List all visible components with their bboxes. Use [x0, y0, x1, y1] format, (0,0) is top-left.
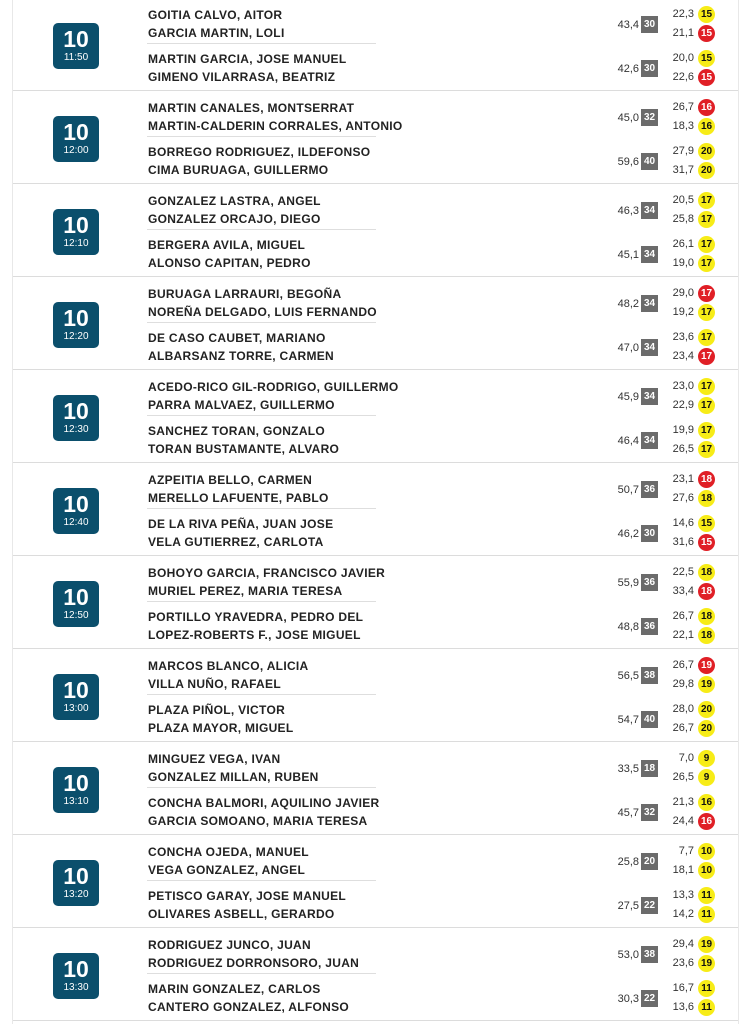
pair-strokes-box: 36	[641, 574, 658, 591]
player-name[interactable]: PORTILLO YRAVEDRA, PEDRO DEL	[148, 610, 364, 624]
player-handicap: 23,6	[672, 331, 694, 343]
pair-total-handicap: 27,5	[617, 900, 639, 912]
player-name[interactable]: GIMENO VILARRASA, BEATRIZ	[148, 70, 336, 84]
pair-strokes-box: 32	[641, 804, 658, 821]
player-name[interactable]: SANCHEZ TORAN, GONZALO	[148, 424, 326, 438]
right-border	[738, 0, 739, 1024]
player-handicap: 27,6	[672, 492, 694, 504]
player-handicap: 31,7	[672, 164, 694, 176]
player-handicap: 25,8	[672, 213, 694, 225]
player-handicap: 22,5	[672, 566, 694, 578]
player-handicap: 14,2	[672, 908, 694, 920]
tee-time: 12:30	[63, 424, 89, 435]
tee-time-group[interactable]	[13, 0, 738, 91]
player-handicap: 23,4	[672, 350, 694, 362]
player-handicap: 14,6	[672, 517, 694, 529]
playing-handicap-chip: 18	[698, 490, 715, 507]
player-name[interactable]: MARTIN CANALES, MONTSERRAT	[148, 101, 355, 115]
playing-handicap-chip: 9	[698, 769, 715, 786]
player-handicap: 22,9	[672, 399, 694, 411]
playing-handicap-chip: 15	[698, 25, 715, 42]
tee-time: 12:40	[63, 517, 89, 528]
pair-total-handicap: 54,7	[617, 714, 639, 726]
playing-handicap-chip: 18	[698, 608, 715, 625]
pair-row	[148, 651, 738, 695]
player-handicap: 21,1	[672, 27, 694, 39]
player-name[interactable]: MARTIN-CALDERIN CORRALES, ANTONIO	[148, 119, 403, 133]
tee-time: 11:50	[63, 52, 89, 63]
player-name[interactable]: MARTIN GARCIA, JOSE MANUEL	[148, 52, 347, 66]
hole-number: 10	[63, 398, 89, 424]
pair-row	[148, 465, 738, 509]
playing-handicap-chip: 16	[698, 813, 715, 830]
playing-handicap-chip: 11	[698, 887, 715, 904]
tee-time-group[interactable]	[13, 556, 738, 649]
pair-row	[148, 930, 738, 974]
pair-strokes-box: 40	[641, 711, 658, 728]
player-handicap: 13,6	[672, 1001, 694, 1013]
hole-time-badge	[53, 209, 99, 255]
pair-strokes-box: 38	[641, 946, 658, 963]
player-name[interactable]: ACEDO-RICO GIL-RODRIGO, GUILLERMO	[148, 380, 399, 394]
hole-number: 10	[63, 491, 89, 517]
hole-number: 10	[63, 305, 89, 331]
player-name[interactable]: AZPEITIA BELLO, CARMEN	[148, 473, 313, 487]
player-name[interactable]: RODRIGUEZ DORRONSORO, JUAN	[148, 956, 360, 970]
playing-handicap-chip: 20	[698, 143, 715, 160]
tee-time-group[interactable]	[13, 463, 738, 556]
player-name[interactable]: VILLA NUÑO, RAFAEL	[148, 677, 281, 691]
playing-handicap-chip: 19	[698, 657, 715, 674]
pair-strokes-box: 36	[641, 481, 658, 498]
playing-handicap-chip: 17	[698, 192, 715, 209]
player-handicap: 31,6	[672, 536, 694, 548]
tee-time-group[interactable]	[13, 742, 738, 835]
player-name[interactable]: GARCIA MARTIN, LOLI	[148, 26, 285, 40]
player-name[interactable]: DE CASO CAUBET, MARIANO	[148, 331, 326, 345]
pair-strokes-box: 20	[641, 853, 658, 870]
player-handicap: 23,0	[672, 380, 694, 392]
tee-time: 12:00	[63, 145, 89, 156]
player-name[interactable]: GARCIA SOMOANO, MARIA TERESA	[148, 814, 368, 828]
pair-total-handicap: 48,2	[617, 298, 639, 310]
player-name[interactable]: GOITIA CALVO, AITOR	[148, 8, 283, 22]
hole-number: 10	[63, 26, 89, 52]
player-handicap: 26,7	[672, 101, 694, 113]
tee-time: 13:20	[63, 889, 89, 900]
hole-number: 10	[63, 119, 89, 145]
pair-strokes-box: 30	[641, 525, 658, 542]
player-handicap: 21,3	[672, 796, 694, 808]
pair-total-handicap: 25,8	[617, 856, 639, 868]
hole-number: 10	[63, 212, 89, 238]
pair-total-handicap: 45,0	[617, 112, 639, 124]
pair-strokes-box: 40	[641, 153, 658, 170]
tee-time: 12:50	[63, 610, 89, 621]
player-name[interactable]: NOREÑA DELGADO, LUIS FERNANDO	[148, 305, 377, 319]
pair-strokes-box: 34	[641, 388, 658, 405]
pair-strokes-box: 22	[641, 990, 658, 1007]
player-name[interactable]: PLAZA PIÑOL, VICTOR	[148, 703, 286, 717]
playing-handicap-chip: 10	[698, 862, 715, 879]
playing-handicap-chip: 19	[698, 955, 715, 972]
playing-handicap-chip: 17	[698, 236, 715, 253]
playing-handicap-chip: 18	[698, 627, 715, 644]
player-handicap: 29,8	[672, 678, 694, 690]
playing-handicap-chip: 16	[698, 99, 715, 116]
player-name[interactable]: CONCHA OJEDA, MANUEL	[148, 845, 309, 859]
pair-row	[148, 416, 738, 460]
hole-time-badge	[53, 581, 99, 627]
player-name[interactable]: VELA GUTIERREZ, CARLOTA	[148, 535, 324, 549]
pair-total-handicap: 46,3	[617, 205, 639, 217]
player-name[interactable]: GONZALEZ ORCAJO, DIEGO	[148, 212, 321, 226]
pair-strokes-box: 34	[641, 339, 658, 356]
playing-handicap-chip: 18	[698, 583, 715, 600]
hole-time-badge	[53, 674, 99, 720]
hole-number: 10	[63, 584, 89, 610]
pair-row	[148, 186, 738, 230]
pair-strokes-box: 18	[641, 760, 658, 777]
playing-handicap-chip: 18	[698, 471, 715, 488]
playing-handicap-chip: 17	[698, 255, 715, 272]
player-handicap: 19,0	[672, 257, 694, 269]
player-name[interactable]: CONCHA BALMORI, AQUILINO JAVIER	[148, 796, 380, 810]
pair-total-handicap: 45,1	[617, 249, 639, 261]
pair-row	[148, 137, 738, 181]
player-name[interactable]: VEGA GONZALEZ, ANGEL	[148, 863, 306, 877]
pair-total-handicap: 53,0	[617, 949, 639, 961]
playing-handicap-chip: 15	[698, 515, 715, 532]
pair-strokes-box: 22	[641, 897, 658, 914]
player-name[interactable]: GONZALEZ LASTRA, ANGEL	[148, 194, 321, 208]
tee-time-group[interactable]	[13, 928, 738, 1021]
tee-time-group[interactable]	[13, 91, 738, 184]
player-name[interactable]: BORREGO RODRIGUEZ, ILDEFONSO	[148, 145, 371, 159]
playing-handicap-chip: 17	[698, 348, 715, 365]
pair-total-handicap: 30,3	[617, 993, 639, 1005]
playing-handicap-chip: 17	[698, 285, 715, 302]
playing-handicap-chip: 18	[698, 564, 715, 581]
pair-total-handicap: 45,7	[617, 807, 639, 819]
playing-handicap-chip: 11	[698, 906, 715, 923]
tee-time: 13:10	[63, 796, 89, 807]
playing-handicap-chip: 9	[698, 750, 715, 767]
pair-row	[148, 744, 738, 788]
pair-total-handicap: 48,8	[617, 621, 639, 633]
playing-handicap-chip: 17	[698, 211, 715, 228]
player-handicap: 23,6	[672, 957, 694, 969]
player-handicap: 29,4	[672, 938, 694, 950]
hole-time-badge	[53, 116, 99, 162]
playing-handicap-chip: 15	[698, 6, 715, 23]
hole-time-badge	[53, 860, 99, 906]
player-name[interactable]: DE LA RIVA PEÑA, JUAN JOSE	[148, 517, 334, 531]
player-handicap: 22,6	[672, 71, 694, 83]
playing-handicap-chip: 10	[698, 843, 715, 860]
pair-row	[148, 558, 738, 602]
playing-handicap-chip: 20	[698, 701, 715, 718]
pair-total-handicap: 33,5	[617, 763, 639, 775]
player-name[interactable]: BOHOYO GARCIA, FRANCISCO JAVIER	[148, 566, 386, 580]
player-name[interactable]: BURUAGA LARRAURI, BEGOÑA	[148, 287, 342, 301]
pair-total-handicap: 55,9	[617, 577, 639, 589]
pair-total-handicap: 59,6	[617, 156, 639, 168]
playing-handicap-chip: 17	[698, 397, 715, 414]
playing-handicap-chip: 20	[698, 162, 715, 179]
player-handicap: 19,2	[672, 306, 694, 318]
player-handicap: 18,1	[672, 864, 694, 876]
playing-handicap-chip: 11	[698, 980, 715, 997]
player-handicap: 26,5	[672, 771, 694, 783]
playing-handicap-chip: 19	[698, 936, 715, 953]
hole-time-badge	[53, 395, 99, 441]
player-name[interactable]: PLAZA MAYOR, MIGUEL	[148, 721, 294, 735]
tee-time-group[interactable]	[13, 370, 738, 463]
tee-time-group[interactable]	[13, 277, 738, 370]
playing-handicap-chip: 17	[698, 422, 715, 439]
pair-total-handicap: 50,7	[617, 484, 639, 496]
pair-strokes-box: 30	[641, 60, 658, 77]
player-name[interactable]: LOPEZ-ROBERTS F., JOSE MIGUEL	[148, 628, 361, 642]
pair-row	[148, 323, 738, 367]
player-name[interactable]: TORAN BUSTAMANTE, ALVARO	[148, 442, 340, 456]
tee-time-group[interactable]	[13, 184, 738, 277]
player-handicap: 13,3	[672, 889, 694, 901]
pair-total-handicap: 42,6	[617, 63, 639, 75]
pair-row	[148, 0, 738, 44]
tee-time-group[interactable]	[13, 649, 738, 742]
player-handicap: 7,7	[678, 845, 694, 857]
player-name[interactable]: MARIN GONZALEZ, CARLOS	[148, 982, 321, 996]
pair-row	[148, 881, 738, 925]
pair-total-handicap: 45,9	[617, 391, 639, 403]
player-handicap: 22,3	[672, 8, 694, 20]
playing-handicap-chip: 17	[698, 378, 715, 395]
pair-strokes-box: 34	[641, 202, 658, 219]
hole-time-badge	[53, 23, 99, 69]
player-name[interactable]: ALONSO CAPITAN, PEDRO	[148, 256, 311, 270]
player-name[interactable]: CANTERO GONZALEZ, ALFONSO	[148, 1000, 350, 1014]
player-handicap: 24,4	[672, 815, 694, 827]
player-name[interactable]: RODRIGUEZ JUNCO, JUAN	[148, 938, 311, 952]
player-handicap: 7,0	[678, 752, 694, 764]
pair-row	[148, 279, 738, 323]
player-handicap: 26,1	[672, 238, 694, 250]
hole-time-badge	[53, 767, 99, 813]
player-handicap: 19,9	[672, 424, 694, 436]
player-name[interactable]: OLIVARES ASBELL, GERARDO	[148, 907, 335, 921]
pair-strokes-box: 30	[641, 16, 658, 33]
player-name[interactable]: GONZALEZ MILLAN, RUBEN	[148, 770, 319, 784]
pair-strokes-box: 38	[641, 667, 658, 684]
player-name[interactable]: CIMA BURUAGA, GUILLERMO	[148, 163, 329, 177]
pair-row	[148, 602, 738, 646]
player-name[interactable]: ALBARSANZ TORRE, CARMEN	[148, 349, 335, 363]
player-name[interactable]: MURIEL PEREZ, MARIA TERESA	[148, 584, 343, 598]
player-name[interactable]: PARRA MALVAEZ, GUILLERMO	[148, 398, 335, 412]
player-handicap: 20,0	[672, 52, 694, 64]
playing-handicap-chip: 17	[698, 304, 715, 321]
hole-time-badge	[53, 953, 99, 999]
player-name[interactable]: MINGUEZ VEGA, IVAN	[148, 752, 281, 766]
player-handicap: 26,7	[672, 610, 694, 622]
tee-time: 13:00	[63, 703, 89, 714]
player-handicap: 26,5	[672, 443, 694, 455]
pair-row	[148, 509, 738, 553]
player-name[interactable]: MARCOS BLANCO, ALICIA	[148, 659, 309, 673]
player-handicap: 22,1	[672, 629, 694, 641]
tee-time: 12:10	[63, 238, 89, 249]
playing-handicap-chip: 20	[698, 720, 715, 737]
playing-handicap-chip: 11	[698, 999, 715, 1016]
pair-row	[148, 230, 738, 274]
playing-handicap-chip: 16	[698, 118, 715, 135]
player-name[interactable]: MERELLO LAFUENTE, PABLO	[148, 491, 329, 505]
pair-row	[148, 372, 738, 416]
pair-row	[148, 837, 738, 881]
hole-number: 10	[63, 863, 89, 889]
tee-time-group[interactable]	[13, 835, 738, 928]
pair-row	[148, 44, 738, 88]
pair-row	[148, 788, 738, 832]
player-handicap: 33,4	[672, 585, 694, 597]
playing-handicap-chip: 16	[698, 794, 715, 811]
player-handicap: 23,1	[672, 473, 694, 485]
playing-handicap-chip: 15	[698, 69, 715, 86]
pair-row	[148, 695, 738, 739]
pair-strokes-box: 34	[641, 295, 658, 312]
pair-row	[148, 93, 738, 137]
hole-number: 10	[63, 770, 89, 796]
playing-handicap-chip: 15	[698, 534, 715, 551]
playing-handicap-chip: 15	[698, 50, 715, 67]
pair-strokes-box: 34	[641, 246, 658, 263]
player-handicap: 20,5	[672, 194, 694, 206]
player-handicap: 29,0	[672, 287, 694, 299]
player-handicap: 27,9	[672, 145, 694, 157]
player-name[interactable]: PETISCO GARAY, JOSE MANUEL	[148, 889, 347, 903]
pair-total-handicap: 43,4	[617, 19, 639, 31]
player-handicap: 26,7	[672, 659, 694, 671]
player-handicap: 18,3	[672, 120, 694, 132]
pair-strokes-box: 36	[641, 618, 658, 635]
hole-time-badge	[53, 302, 99, 348]
pair-total-handicap: 47,0	[617, 342, 639, 354]
player-handicap: 28,0	[672, 703, 694, 715]
player-name[interactable]: BERGERA AVILA, MIGUEL	[148, 238, 306, 252]
tee-time: 12:20	[63, 331, 89, 342]
playing-handicap-chip: 17	[698, 441, 715, 458]
pair-total-handicap: 46,4	[617, 435, 639, 447]
pair-strokes-box: 32	[641, 109, 658, 126]
playing-handicap-chip: 19	[698, 676, 715, 693]
pair-total-handicap: 56,5	[617, 670, 639, 682]
hole-time-badge	[53, 488, 99, 534]
pair-strokes-box: 34	[641, 432, 658, 449]
pair-total-handicap: 46,2	[617, 528, 639, 540]
hole-number: 10	[63, 677, 89, 703]
pair-row	[148, 974, 738, 1018]
player-handicap: 26,7	[672, 722, 694, 734]
tee-time: 13:30	[63, 982, 89, 993]
hole-number: 10	[63, 956, 89, 982]
playing-handicap-chip: 17	[698, 329, 715, 346]
player-handicap: 16,7	[672, 982, 694, 994]
